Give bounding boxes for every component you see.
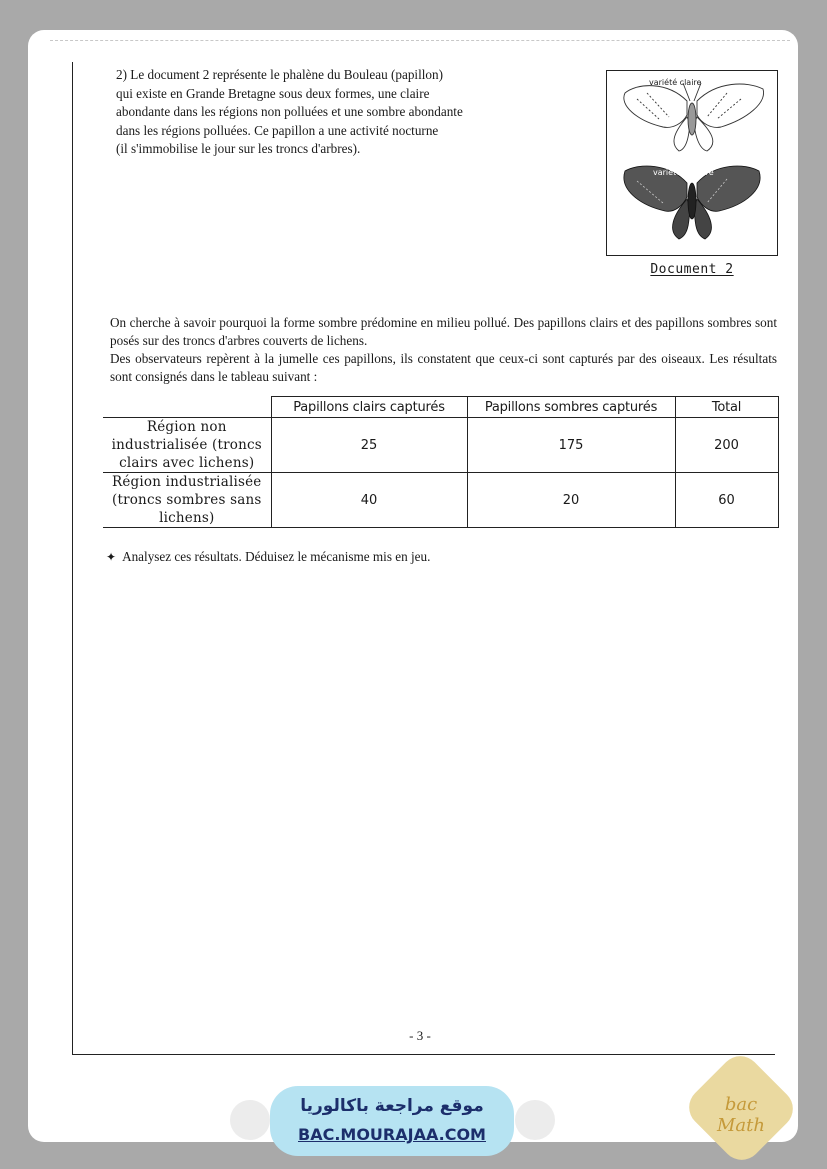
body-text — [110, 314, 777, 386]
table-header-row — [103, 397, 778, 418]
cell-light-captured: 40 — [271, 473, 467, 528]
moth-illustration — [607, 71, 777, 255]
body-paragraph-2: Des observateurs repèrent à la jumelle ces papillons, ils constatent que ceux-ci sont capturés par des oiseaux. Les résultats sont consignés dans le tableau suivant : — [110, 351, 777, 384]
header-light-captured: Papillons clairs capturés — [271, 397, 467, 418]
body-paragraph-1: On cherche à savoir pourquoi la forme sombre prédomine en milieu pollué. Des papillons clairs et des papillons sombres sont posés sur des troncs d'arbres couverts de lichens. — [110, 315, 777, 348]
row-label — [103, 473, 271, 528]
bac-math-badge-text: bac Math — [717, 1094, 765, 1136]
header-total: Total — [675, 397, 778, 418]
intro-line: qui existe en Grande Bretagne sous deux formes, une claire — [116, 85, 430, 101]
cell-total: 60 — [675, 473, 778, 528]
light-moth-image — [624, 83, 764, 151]
table-corner-cell — [103, 397, 271, 418]
question-text: Analysez ces résultats. Déduisez le mécanisme mis en jeu. — [122, 549, 431, 564]
row-label — [103, 418, 271, 473]
cell-dark-captured: 20 — [467, 473, 675, 528]
cell-dark-captured: 175 — [467, 418, 675, 473]
page-number: - 3 - — [409, 1028, 431, 1043]
intro-line: (il s'immobilise le jour sur les troncs d'arbres). — [116, 141, 361, 156]
bullet-icon: ✦ — [106, 550, 117, 564]
row-label-line: lichens) — [159, 510, 215, 526]
banner-arabic-title: موقع مراجعة باكالوريا — [300, 1096, 484, 1116]
intro-line: dans les régions polluées. Ce papillon a une activité nocturne — [116, 122, 439, 138]
results-table — [103, 396, 779, 528]
site-logo-icon — [515, 1100, 555, 1140]
intro-paragraph — [116, 66, 536, 159]
intro-line: abondante dans les régions non polluées et une sombre abondante — [116, 104, 463, 119]
cell-total: 200 — [675, 418, 778, 473]
row-label-line: Région non — [146, 419, 227, 435]
question — [106, 549, 430, 565]
banner-url-link[interactable]: BAC.MOURAJAA.COM — [298, 1125, 486, 1144]
light-variety-label: variété claire — [649, 78, 702, 87]
site-banner[interactable] — [270, 1086, 514, 1156]
moth-figure — [606, 70, 778, 256]
cell-light-captured: 25 — [271, 418, 467, 473]
header-dark-captured: Papillons sombres capturés — [467, 397, 675, 418]
row-label-line: (troncs sombres sans — [111, 492, 262, 508]
intro-line: 2) Le document 2 représente le phalène du Bouleau (papillon) — [116, 67, 444, 82]
table-row — [103, 473, 778, 528]
table-row — [103, 418, 778, 473]
dark-variety-label: variété sombre — [653, 168, 714, 177]
row-label-line: Région industrialisée — [112, 474, 262, 490]
row-label-line: industrialisée (troncs — [111, 437, 262, 453]
row-label-line: clairs avec lichens) — [119, 455, 255, 471]
figure-caption-text: Document 2 — [650, 262, 734, 277]
figure-caption — [606, 262, 778, 277]
page-header-strip — [50, 40, 790, 53]
site-logo-icon — [230, 1100, 270, 1140]
